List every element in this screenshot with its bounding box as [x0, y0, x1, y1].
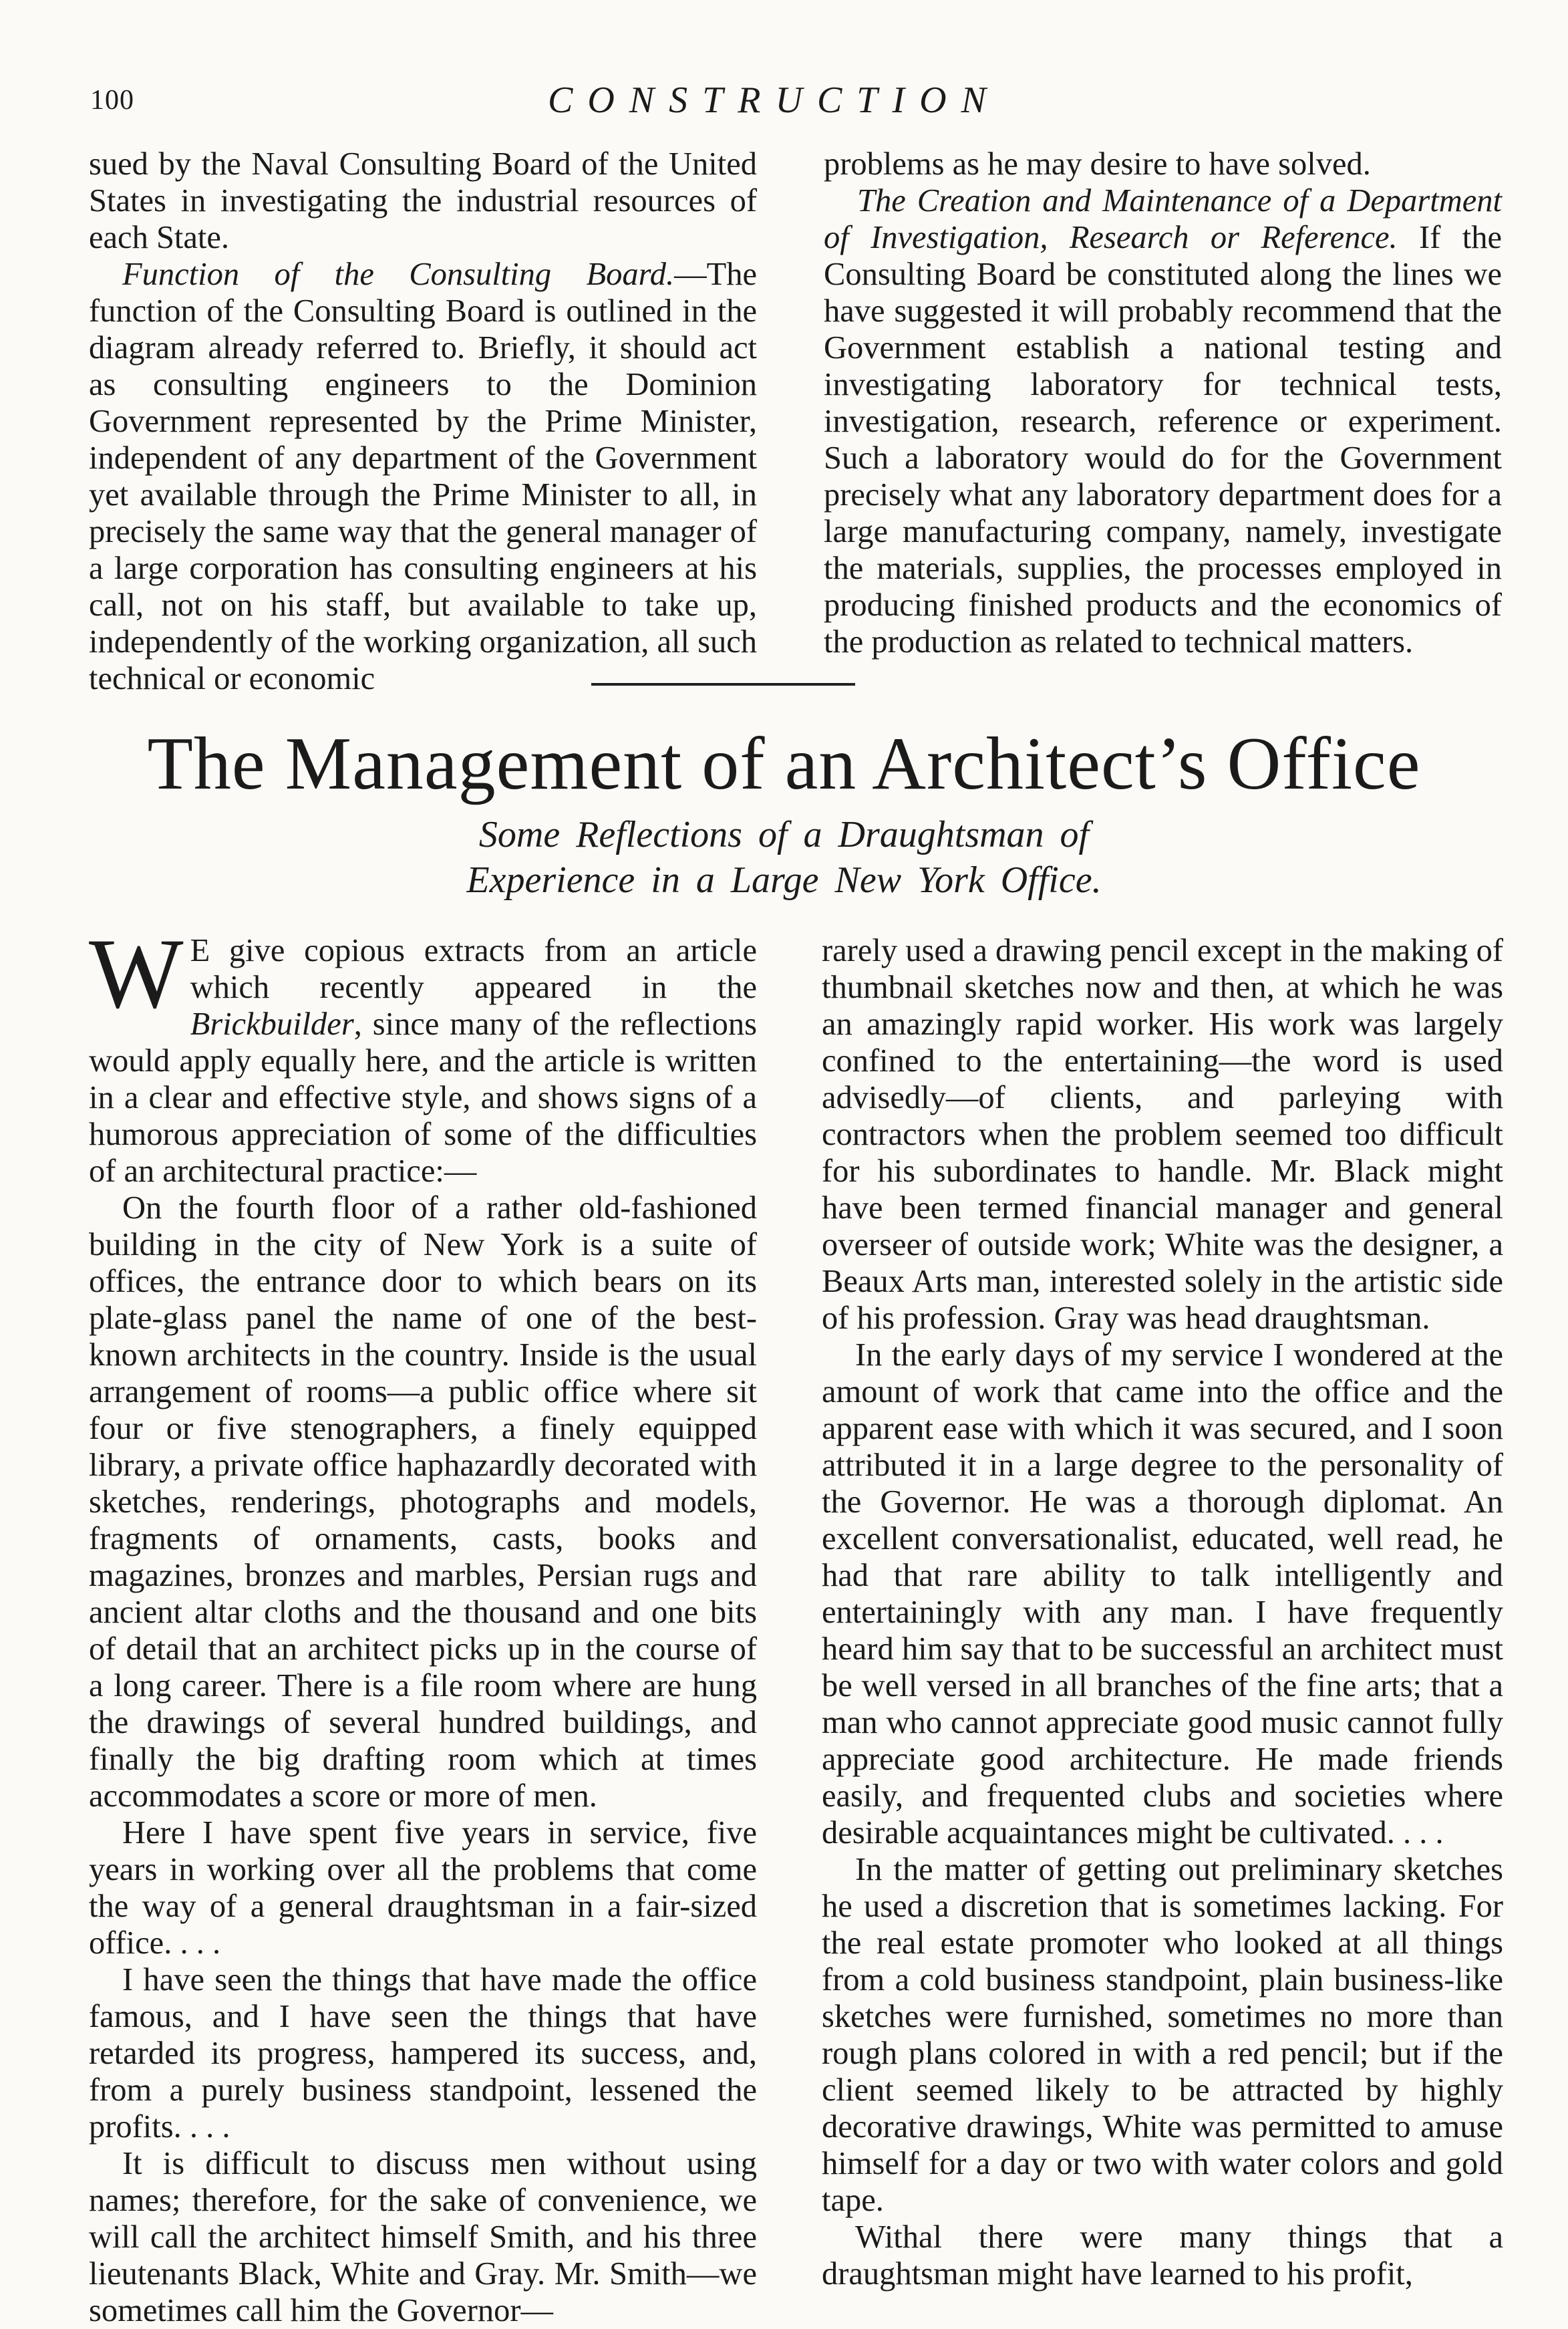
run-in-heading: Function of the Consulting Board.: [122, 257, 675, 292]
drop-cap: W: [89, 918, 184, 1029]
paragraph: Here I have spent five years in service, five years in working over all the problems that come the way of a general draughtsman in a fair-sized office. . . .: [89, 1815, 757, 1961]
intro-paragraph: [89, 918, 757, 1190]
article-subtitle: [0, 812, 1568, 903]
paragraph: sued by the Naval Consulting Board of the United States in investigating the industrial resources of each State.: [89, 146, 757, 255]
previous-article-left-column: [89, 146, 757, 697]
run-in-heading: The Creation and Maintenance of a Department of Investigation, Research or Reference.: [824, 183, 1502, 255]
subtitle-line: Experience in a Large New York Office.: [466, 859, 1102, 901]
paragraph: In the matter of getting out preliminary sketches he used a discretion that is sometimes lacking. For the real estate promoter who looked at all things from a cold business standpoint, plain business-like sketches were furnished, sometimes no more than rough plans colored in with a red pencil; but if the client seemed likely to be attracted by highly decorative drawings, White was permitted to amuse himself for a day or two with water colors and gold tape.: [822, 1852, 1503, 2218]
page-number: 100: [90, 85, 134, 116]
paragraph-text: E give copious extracts from an article which recently appeared in the: [190, 933, 757, 1005]
article-title: The Management of an Architect’s Office: [147, 722, 1421, 805]
paragraph-text: If the Consulting Board be constituted along the lines we have suggested it will probably recommend that the Government establish a national testing and investigating laboratory for technical tests, investigation, research, reference or experiment. Such a laboratory would do for the Government precisely what any laboratory department does for a large manufacturing company, namely, investigate the materials, supplies, the processes employed in producing finished products and the economics of the production as related to technical matters.: [824, 220, 1502, 660]
publication-name: Brickbuilder: [190, 1006, 354, 1042]
section-divider: [591, 683, 855, 686]
paragraph: rarely used a drawing pencil except in the making of thumbnail sketches now and then, at which he was an amazingly rapid worker. His work was largely confined to the entertaining—the word is used advisedly—of clients, and parleying with contractors when the problem seemed too difficult for his subordinates to handle. Mr. Black might have been termed financial manager and general overseer of outside work; White was the designer, a Beaux Arts man, interested solely in the artistic side of his profession. Gray was head draughtsman.: [822, 933, 1503, 1336]
paragraph: It is difficult to discuss men without using names; therefore, for the sake of convenience, we will call the architect himself Smith, and his three lieutenants Black, White and Gray. Mr. Smith—we sometimes call him the Governor—: [89, 2146, 757, 2328]
running-head: [0, 79, 1568, 132]
subtitle-line: Some Reflections of a Draughtsman of: [478, 814, 1090, 855]
article-left-column: [89, 918, 757, 2329]
paragraph: I have seen the things that have made the office famous, and I have seen the things that have retarded its progress, hampered its success, and, from a purely business standpoint, lessened the profits. . . .: [89, 1962, 757, 2145]
previous-article-right-column: [824, 146, 1502, 660]
paragraph: [89, 256, 757, 697]
paragraph: [824, 182, 1502, 660]
paragraph: problems as he may desire to have solved.: [824, 146, 1371, 182]
paragraph: Withal there were many things that a draughtsman might have learned to his profit,: [822, 2219, 1503, 2292]
article-right-column: [822, 932, 1503, 2292]
journal-title: CONSTRUCTION: [548, 80, 1001, 121]
paragraph-text: , since many of the reflections would apply equally here, and the article is written in a clear and effective style, and shows signs of a humorous appreciation of some of the difficulties of an architectural practice:—: [89, 1006, 757, 1189]
paragraph: In the early days of my service I wondered at the amount of work that came into the office and the apparent ease with which it was secured, and I soon attributed it in a large degree to the personality of the Governor. He was a thorough diplomat. An excellent conversationalist, educated, well read, he had that rare ability to talk intelligently and entertainingly with any man. I have frequently heard him say that to be successful an architect must be well versed in all branches of the fine arts; that a man who cannot appreciate good music cannot fully appreciate good architecture. He made friends easily, and frequented clubs and societies where desirable acquaintances might be cultivated. . . .: [822, 1337, 1503, 1851]
paragraph-text: —The function of the Consulting Board is outlined in the diagram already referred to. Briefly, it should act as consulting engineers to the Dominion Government represented by the Prime Minister, independent of any department of the Government yet available through the Prime Minister to all, in precisely the same way that the general manager of a large corporation has consulting engineers at his call, not on his staff, but available to take up, independently of the working organization, all such technical or economic: [89, 257, 757, 696]
paragraph: On the fourth floor of a rather old-fashioned building in the city of New York is a suite of offices, the entrance door to which bears on its plate-glass panel the name of one of the best-known architects in the country. Inside is the usual arrangement of rooms—a public office where sit four or five stenographers, a finely equipped library, a private office haphazardly decorated with sketches, renderings, photographs and models, fragments of ornaments, casts, books and magazines, bronzes and marbles, Persian rugs and ancient altar cloths and the thousand and one bits of detail that an architect picks up in the course of a long career. There is a file room where are hung the drawings of several hundred buildings, and finally the big drafting room which at times accommodates a score or more of men.: [89, 1190, 757, 1814]
